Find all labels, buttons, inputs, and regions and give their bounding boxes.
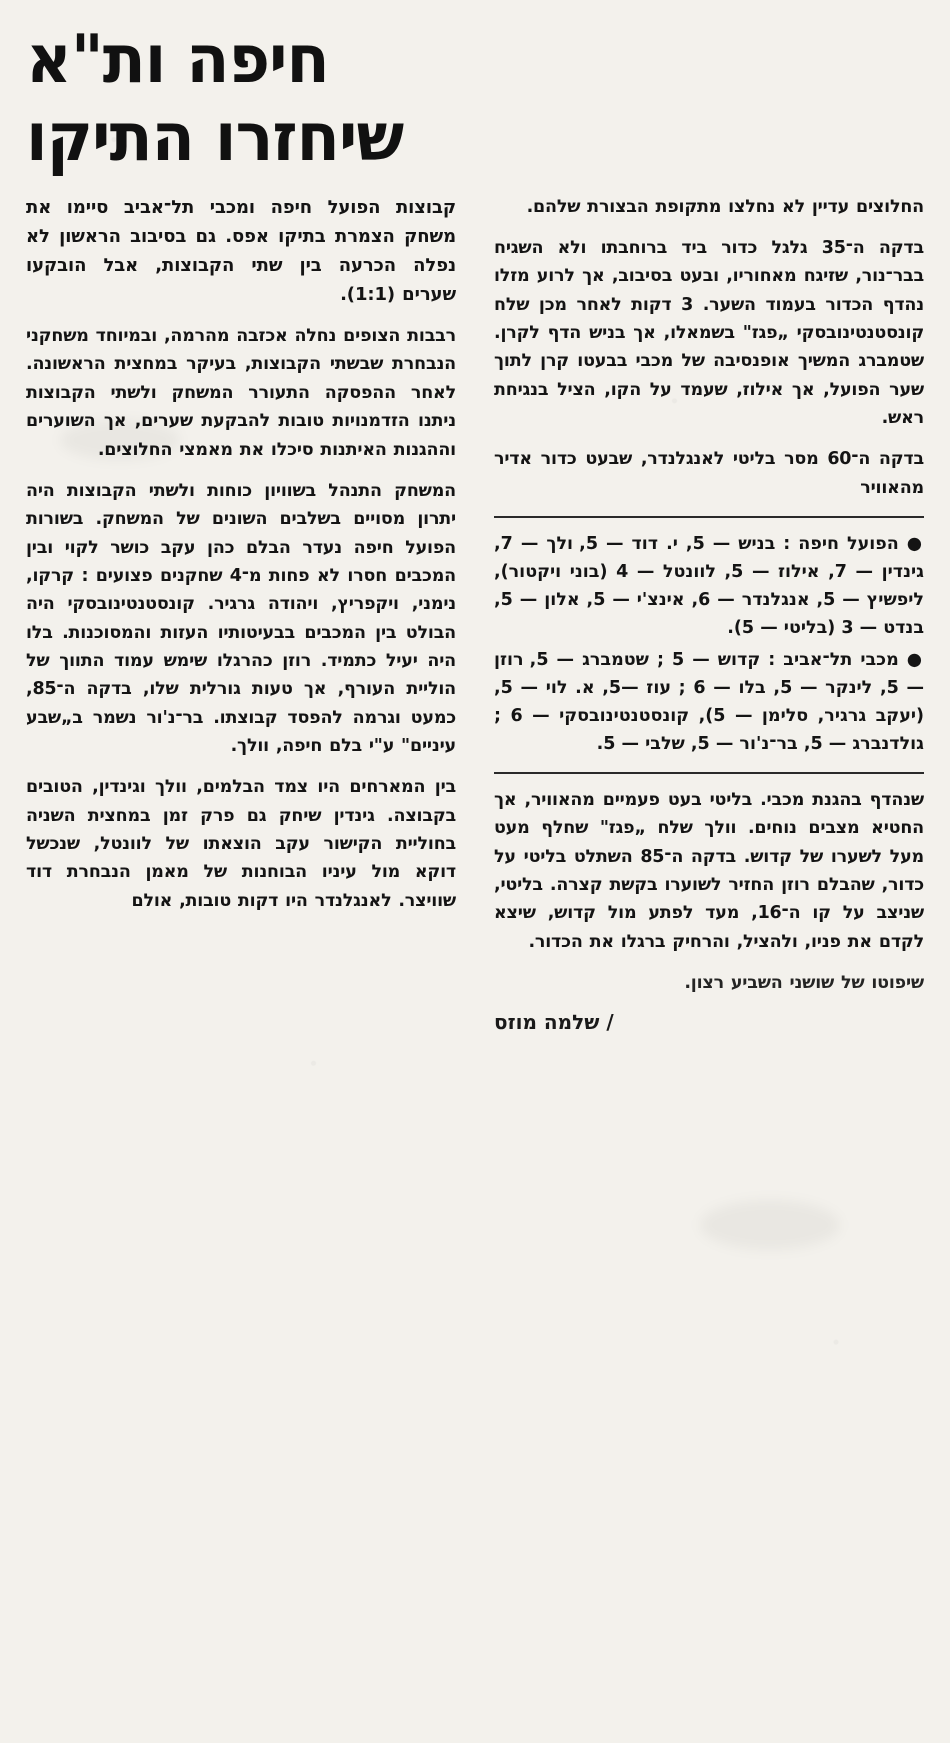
paragraph: המשחק התנהל בשוויון כוחות ולשתי הקבוצות היה יתרון מסויים בשלבים השונים של המשחק. בשורות הפועל חיפה נעדר הבלם כהן עקב כושר לקוי ובין המכבים חסרו לא פחות מ־4 שחקנים פצועים : קרקו, נימני, ויקפריץ, ויהודה גרגיר. קונסטנטינובסקי היה הבולט בין המכבים בבעיטותיו העזות והמסוכנות. בלו היה יעיל כתמיד. רוזן כהרגלו שימש עמוד התווך של הוליית העורף, אך טעות גורלית שלו, בדקה ה־85, כמעט וגרמה להפסד קבוצתו. בר־נ'ור נשמר ב„שבע עיניים" ע"י בלם חיפה, וולך. — [26, 480, 456, 756]
paragraph: שנהדף בהגנת מכבי. בליטי בעט פעמיים מהאוויר, אך החטיא מצבים נוחים. וולך שלח „פגז" שחלף מעט מעל לשערו של קדוש. בדקה ה־85 השתלט בליטי על כדור, שהבלם רוזן החזיר לשוערו בקשת קצרה. בליטי, שניצב על קו ה־16, מעד לפתע מול קדוש, שיצא לקדם את פניו, ולהציל, והרחיק ברגלו את הכדור. — [494, 789, 924, 952]
page-title — [26, 18, 924, 175]
article-columns — [26, 193, 924, 1035]
lineup-maccabi-tel-aviv: ● מכבי תל־אביב : קדוש — 5 ; שטמברג — 5, רוזן — 5, לינקר — 5, בלו — 6 ; עוז —5, א. לוי — 5, (יעקב גרגיר, סלימן — 5), קונסטנטינובסקי — 6 ; גולדנברג — 5, בר־נ'ור — 5, שלבי — 5. — [494, 649, 925, 754]
headline-line-2: שיחזרו התיקו — [26, 98, 404, 177]
paragraph: בין המארחים היו צמד הבלמים, וולך וגינדין, הטובים בקבוצה. גינדין שיחק גם פרק זמן במחצית השניה בחוליית הקישור עקב הוצאתו של לוונטל, שנכשל דוקא מול עיניו הבוחנות של מאמן הנבחרת דוד שוויצר. לאנגלנדר היו דקות טובות, אולם — [26, 777, 456, 911]
paragraph: בדקה ה־35 גלגל כדור ביד ברוחבתו ולא השגיח בבר־נור, שזיגח מאחוריו, ובעט בסיבוב, אך לרוע מזלו נהדף הכדור בעמוד השער. 3 דקות לאחר מכן שלח קונסטנטינובסקי „פגז" בשמאלו, אך בניש הדף לקרן. שטמברג המשיך אופנסיבה של מכבי בבעטו קרן לתוך שער הפועל, אך אילוז, שעמד על הקו, הציל בנגיחת ראש. — [494, 237, 924, 428]
column-left — [494, 193, 924, 1035]
byline — [494, 1010, 924, 1034]
paragraph: בדקה ה־60 מסר בליטי לאנגלנדר, שבעט כדור אדיר מהאוויר — [494, 449, 924, 498]
headline-line-1: חיפה ות"א — [26, 20, 329, 99]
byline-name: / שלמה מוזס — [494, 1010, 614, 1035]
paragraph: שיפוטו של שושני השביע רצון. — [684, 973, 924, 993]
paragraph: החלוצים עדיין לא נחלצו מתקופת הבצורת שלהם. — [526, 196, 924, 217]
divider — [494, 516, 924, 518]
lineup-hapoel-haifa: ● הפועל חיפה : בניש — 5, י. דוד — 5, ולך — 7, גינדין — 7, אילוז — 5, לוונטל — 4 (בוני ויקטור), ליפשיץ — 5, אנגלנדר — 6, אינצ'י — 5, אלון — 5, בנדט — 3 (בליטי — 5). — [494, 533, 924, 638]
paragraph: רבבות הצופים נחלה אכזבה מהרמה, ובמיוחד משחקני הנבחרת שבשתי הקבוצות, בעיקר במחצית הראשונה. לאחר ההפסקה התעורר המשחק ולשתי הקבוצות ניתנו הזדמנויות טובות להבקעת שערים, אך השוערים וההגנות האיתנות סיכלו את מאמצי החלוצים. — [26, 326, 456, 460]
divider — [494, 772, 924, 774]
column-right — [26, 193, 456, 1035]
paragraph: קבוצות הפועל חיפה ומכבי תל־אביב סיימו את משחק הצמרת בתיקו אפס. גם בסיבוב הראשון לא נפלה הכרעה בין שתי הקבוצות, אבל הובקעו שערים (1:1). — [26, 196, 456, 305]
lineups-block — [494, 530, 924, 758]
